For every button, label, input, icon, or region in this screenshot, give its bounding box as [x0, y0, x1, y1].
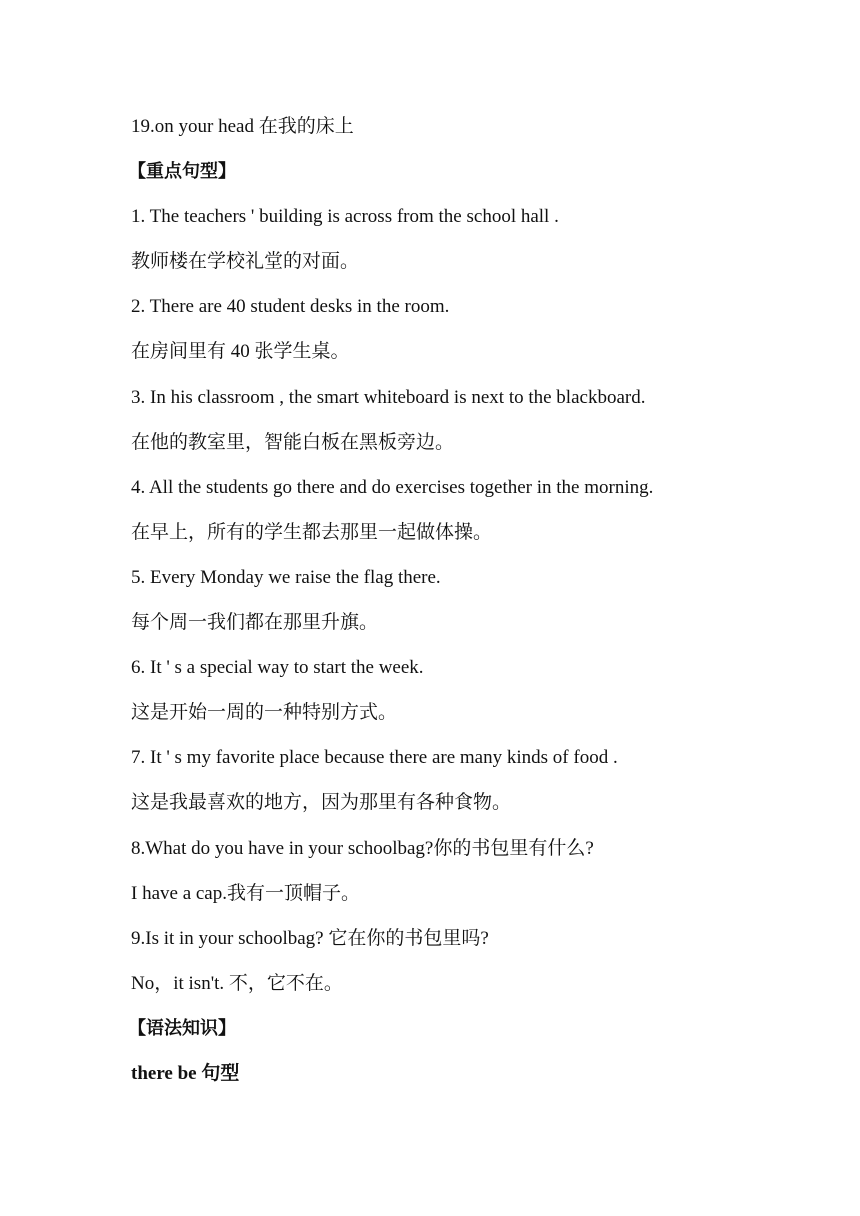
sentence-9-answer: No，it isn't. 不，它不在。 [131, 972, 343, 994]
sentence-2-english: 2. There are 40 student desks in the room. [131, 296, 450, 318]
sentence-7-chinese: 这是我最喜欢的地方，因为那里有各种食物。 [131, 792, 512, 814]
section-heading-key-sentences: 【重点句型】 [128, 161, 236, 183]
sentence-8-answer: I have a cap.我有一顶帽子。 [131, 882, 360, 904]
grammar-topic: there be 句型 [131, 1062, 240, 1084]
sentence-4-chinese: 在早上，所有的学生都去那里一起做体操。 [131, 521, 493, 543]
sentence-2-chinese: 在房间里有 40 张学生桌。 [131, 341, 350, 363]
sentence-3-chinese: 在他的教室里，智能白板在黑板旁边。 [131, 431, 455, 453]
sentence-3-english: 3. In his classroom , the smart whiteboard is next to the blackboard. [131, 386, 646, 408]
sentence-5-english: 5. Every Monday we raise the flag there. [131, 566, 441, 588]
vocab-item-19: 19.on your head 在我的床上 [131, 116, 354, 137]
sentence-8-question: 8.What do you have in your schoolbag?你的书包里有什么? [131, 837, 594, 859]
sentence-6-chinese: 这是开始一周的一种特别方式。 [131, 702, 398, 724]
sentence-7-english: 7. It ' s my favorite place because there are many kinds of food . [131, 747, 618, 769]
sentence-4-english: 4. All the students go there and do exercises together in the morning. [131, 476, 654, 498]
document-page [128, 113, 831, 1105]
sentence-1-english: 1. The teachers ' building is across from the school hall . [131, 206, 559, 228]
sentence-1-chinese: 教师楼在学校礼堂的对面。 [131, 251, 360, 273]
sentence-9-question: 9.Is it in your schoolbag? 它在你的书包里吗? [131, 927, 489, 949]
section-heading-grammar: 【语法知识】 [128, 1017, 236, 1039]
sentence-5-chinese: 每个周一我们都在那里升旗。 [131, 612, 379, 634]
sentence-6-english: 6. It ' s a special way to start the week. [131, 657, 424, 679]
